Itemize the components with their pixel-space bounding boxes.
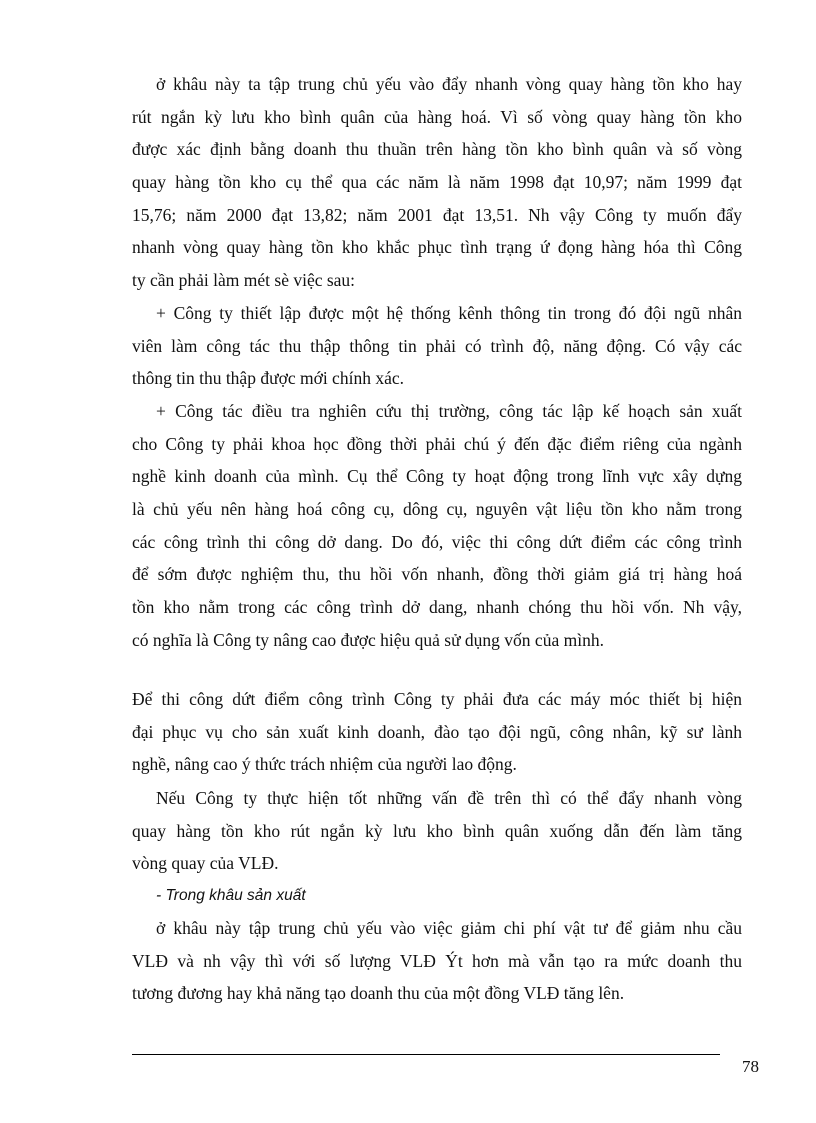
text-line: để sớm được nghiệm thu, thu hồi vốn nhanh, đồng thời giảm giá trị hàng hoá bbox=[132, 564, 742, 585]
text-line: đại phục vụ cho sản xuất kinh doanh, đào tạo đội ngũ, công nhân, kỹ sư lành bbox=[132, 721, 742, 742]
text-line: tồn kho nằm trong các công trình dở dang, nhanh chóng thu hồi vốn. Nh vậy, bbox=[132, 597, 742, 618]
text-line: các công trình thi công dở dang. Do đó, việc thi công dứt điểm các công trình bbox=[132, 531, 742, 552]
paragraph-production-costs bbox=[132, 912, 742, 1010]
text-line: cho Công ty phải khoa học đồng thời phải chú ý đến đặc điểm riêng của ngành bbox=[132, 433, 742, 454]
text-line: thông tin thu thập được mới chính xác. bbox=[132, 368, 404, 389]
text-line: tương đương hay khả năng tạo doanh thu của một đồng VLĐ tăng lên. bbox=[132, 983, 625, 1004]
text-line: VLĐ và nh vậy thì với số lượng VLĐ Ýt hơn mà vẫn tạo ra mức doanh thu bbox=[132, 950, 742, 971]
text-line: Để thi công dứt điểm công trình Công ty phải đưa các máy móc thiết bị hiện bbox=[132, 689, 742, 709]
text-line: Nếu Công ty thực hiện tốt những vấn đề trên thì có thể đẩy nhanh vòng bbox=[156, 788, 742, 808]
text-line: có nghĩa là Công ty nâng cao được hiệu quả sử dụng vốn của mình. bbox=[132, 629, 604, 650]
text-line: ở khâu này ta tập trung chủ yếu vào đẩy nhanh vòng quay hàng tồn kho hay bbox=[156, 74, 742, 94]
paragraph-market-research bbox=[132, 395, 742, 657]
text-line: + Công tác điều tra nghiên cứu thị trường, công tác lập kế hoạch sản xuất bbox=[156, 401, 742, 421]
page-number: 78 bbox=[742, 1057, 759, 1076]
text-line: ở khâu này tập trung chủ yếu vào việc giảm chi phí vật tư để giảm nhu cầu bbox=[156, 918, 742, 938]
text-line: quay hàng tồn kho rút ngắn kỳ lưu kho bình quân xuống dẫn đến làm tăng bbox=[132, 820, 742, 841]
paragraph-information-channel bbox=[132, 297, 742, 395]
paragraph-inventory-turnover bbox=[132, 68, 742, 297]
text-line: viên làm công tác thu thập thông tin phải có trình độ, năng động. Có vậy các bbox=[132, 335, 742, 356]
text-line: nghề, nâng cao ý thức trách nhiệm của người lao động. bbox=[132, 754, 517, 775]
paragraph-equipment-training bbox=[132, 683, 742, 781]
text-line: là chủ yếu nên hàng hoá công cụ, dông cụ, nguyên vật liệu tồn kho nằm trong bbox=[132, 499, 742, 520]
footer-divider bbox=[132, 1054, 720, 1055]
section-heading: - Trong khâu sản xuất bbox=[156, 887, 306, 904]
text-line: 15,76; năm 2000 đạt 13,82; năm 2001 đạt 13,51. Nh vậy Công ty muốn đẩy bbox=[132, 204, 742, 225]
text-line: vòng quay của VLĐ. bbox=[132, 853, 279, 874]
text-line: được xác định bằng doanh thu thuần trên hàng tồn kho bình quân và số vòng bbox=[132, 139, 742, 160]
text-line: nhanh vòng quay hàng tồn kho khắc phục tình trạng ứ đọng hàng hóa thì Công bbox=[132, 237, 742, 258]
paragraph-conclusion bbox=[132, 782, 742, 880]
text-line: quay hàng tồn kho cụ thể qua các năm là năm 1998 đạt 10,97; năm 1999 đạt bbox=[132, 172, 742, 193]
text-line: nghề kinh doanh của mình. Cụ thể Công ty hoạt động trong lĩnh vực xây dựng bbox=[132, 466, 742, 487]
text-line: rút ngắn kỳ lưu kho bình quân của hàng hoá. Vì số vòng quay hàng tồn kho bbox=[132, 106, 742, 127]
text-line: ty cần phải làm mét sè việc sau: bbox=[132, 270, 356, 291]
text-line: + Công ty thiết lập được một hệ thống kênh thông tin trong đó đội ngũ nhân bbox=[156, 303, 742, 323]
section-production bbox=[132, 880, 742, 913]
